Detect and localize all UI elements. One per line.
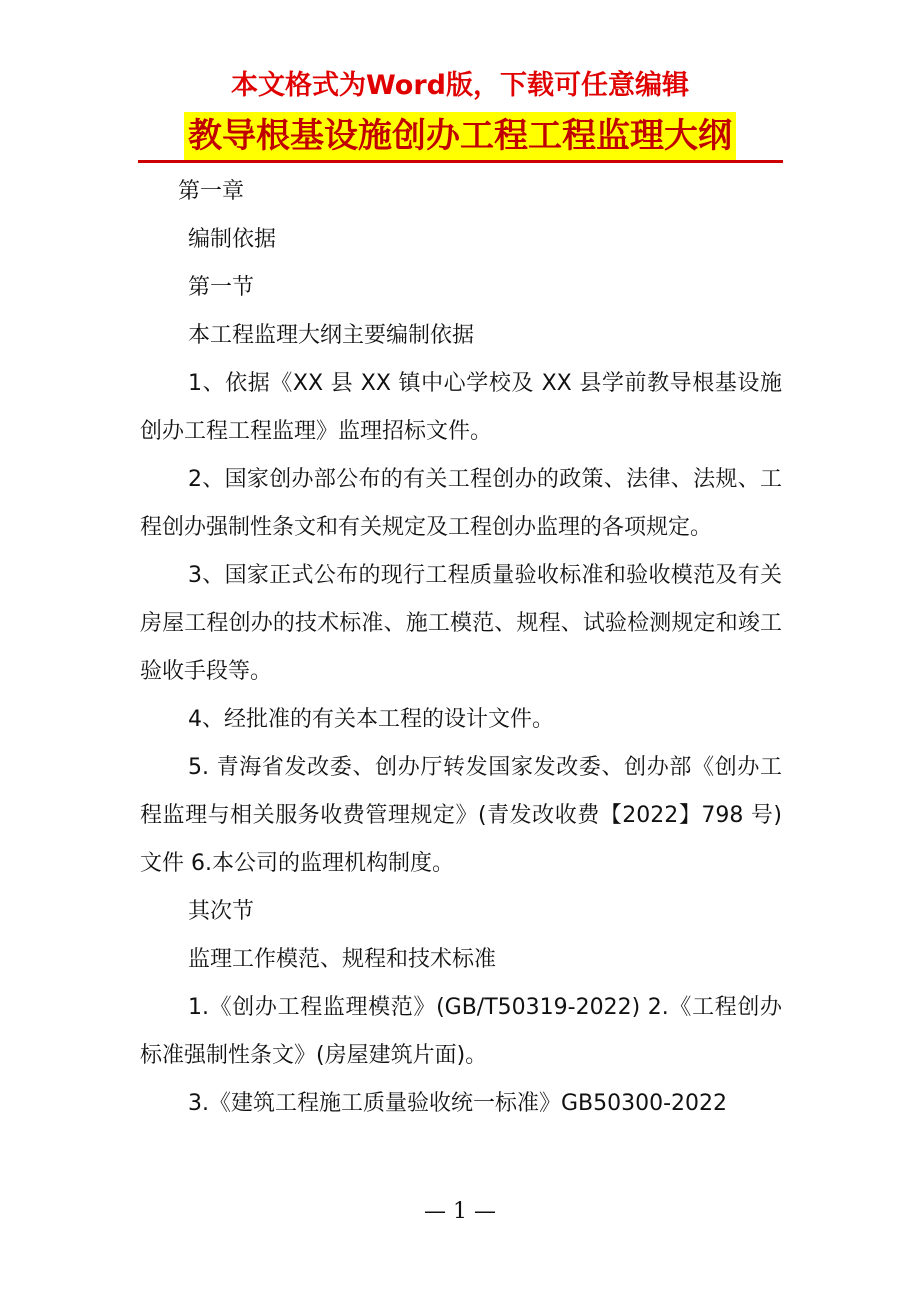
paragraph: 2、国家创办部公布的有关工程创办的政策、法律、法规、工程创办强制性条文和有关规定及工程创办监理的各项规定。 <box>140 467 782 540</box>
paragraph: 1、依据《XX 县 XX 镇中心学校及 XX 县学前教导根基设施创办工程工程监理》监理招标文件。 <box>140 371 782 444</box>
title-wrapper <box>0 112 920 160</box>
paragraph: 第一节 <box>188 275 255 300</box>
editable-notice-banner: 本文格式为Word版，下载可任意编辑 <box>230 70 689 101</box>
title-divider <box>138 160 783 163</box>
paragraph: 3.《建筑工程施工质量验收统一标准》GB50300-2022 <box>188 1091 728 1116</box>
document-body <box>140 168 782 1128</box>
paragraph: 4、经批准的有关本工程的设计文件。 <box>188 707 554 732</box>
page-number: — 1 — <box>424 1199 496 1224</box>
document-title: 教导根基设施创办工程工程监理大纲 <box>184 112 736 160</box>
chapter-heading: 第一章 <box>178 179 245 204</box>
paragraph: 监理工作模范、规程和技术标准 <box>188 947 497 972</box>
paragraph: 1.《创办工程监理模范》(GB/T50319-2022) 2.《工程创办标准强制性条文》(房屋建筑片面)。 <box>140 995 782 1068</box>
paragraph: 3、国家正式公布的现行工程质量验收标准和验收模范及有关房屋工程创办的技术标准、施工模范、规程、试验检测规定和竣工验收手段等。 <box>140 563 782 684</box>
paragraph: 本工程监理大纲主要编制依据 <box>188 323 475 348</box>
paragraph: 5. 青海省发改委、创办厅转发国家发改委、创办部《创办工程监理与相关服务收费管理规定》(青发改收费【2022】798 号) 文件 6.本公司的监理机构制度。 <box>140 755 782 876</box>
paragraph: 编制依据 <box>188 227 277 252</box>
paragraph: 其次节 <box>188 899 255 924</box>
